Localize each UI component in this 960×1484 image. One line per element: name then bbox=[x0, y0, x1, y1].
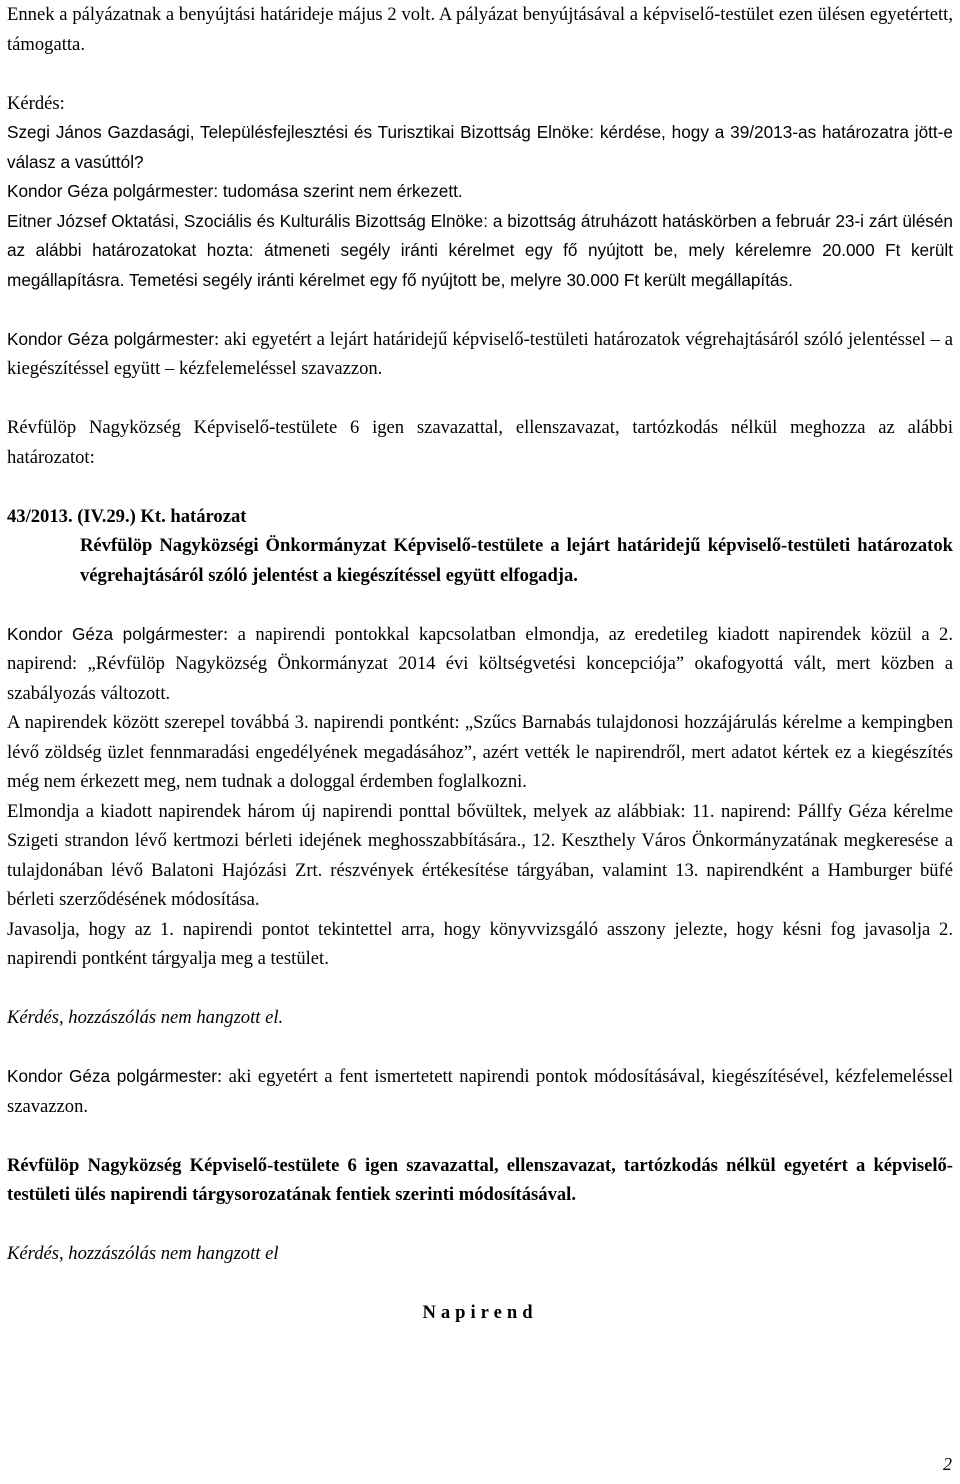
agenda-change-text: : a napirendi pontokkal kapcsolatban elmondja, az eredetileg kiadott napirendek közül a 2. napirend: „Révfülöp Nagyközség Önkormányzat 2014 évi költségvetési koncepciója” okafogyottá vált, mert közben a szabályozás változott. bbox=[7, 623, 953, 704]
answer-paragraph bbox=[7, 177, 953, 207]
proposal-text: : aki egyetért a lejárt határidejű képviselő-testületi határozatok végrehajtásáról szóló jelentéssel – a kiegészítéssel együtt – kézfelemeléssel szavazzon. bbox=[7, 328, 953, 379]
speaker-name: Szegi János Gazdasági, Településfejlesztési és Turisztikai Bizottság Elnöke bbox=[7, 122, 590, 142]
reorder-proposal-paragraph: Javasolja, hogy az 1. napirendi pontot tekintettel arra, hogy könyvvizsgáló asszony jelezte, hogy késni fog javasolja 2. napirendi pontként tárgyalja meg a testület. bbox=[7, 918, 953, 969]
no-questions-note: Kérdés, hozzászólás nem hangzott el. bbox=[7, 1007, 284, 1028]
resolution-number: 43/2013. (IV.29.) Kt. határozat bbox=[7, 505, 247, 527]
no-questions-note-2: Kérdés, hozzászólás nem hangzott el bbox=[7, 1243, 279, 1264]
speaker-name: Kondor Géza polgármester bbox=[7, 1066, 218, 1086]
question-label: Kérdés: bbox=[7, 92, 65, 114]
new-agenda-items-paragraph: Elmondja a kiadott napirendek három új napirendi ponttal bővültek, melyek az alábbiak: 11. napirend: Pállfy Géza kérelme Szigeti strandon lévő kertmozi bérleti idejének meghosszabbítására., 12. Keszthely Város Önkormányzatának megkeresése a tulajdonában lévő Balatoni Hajózási Zrt. részvények értékesítése tárgyában, valamint 13. napirendként a Hamburger büfé bérleti szerződésének módosítása. bbox=[7, 800, 953, 910]
speaker-name: Kondor Géza polgármester bbox=[7, 181, 214, 201]
vote-result-paragraph: Révfülöp Nagyközség Képviselő-testülete 6 igen szavazattal, ellenszavazat, tartózkodás nélkül meghozza az alábbi határozatot: bbox=[7, 417, 953, 468]
question-text: : kérdése, hogy a 39/2013-as határozatra jött-e válasz a vasúttól? bbox=[7, 122, 953, 172]
page-number: 2 bbox=[943, 1454, 952, 1474]
mayor-proposal-paragraph bbox=[7, 325, 953, 384]
speaker-name: Eitner József Oktatási, Szociális és Kulturális Bizottság Elnöke bbox=[7, 210, 484, 231]
question-paragraph bbox=[7, 118, 953, 177]
document-page bbox=[7, 0, 953, 1328]
agenda-item-3-paragraph: A napirendek között szerepel továbbá 3. napirendi pontként: „Szűcs Barnabás tulajdonosi hozzájárulás kérelme a kempingben lévő zöldség üzlet fennmaradási engedélyének megadásához”, azért vették le napirendről, mert adatot kértek ez a kiegészítés még nem érkezett meg, nem tudnak a dologgal érdemben foglalkozni. bbox=[7, 712, 953, 792]
speaker-name: Kondor Géza polgármester bbox=[7, 328, 214, 349]
speaker-name: Kondor Géza polgármester bbox=[7, 623, 223, 644]
committee-report-paragraph bbox=[7, 207, 953, 296]
agenda-change-paragraph bbox=[7, 620, 953, 709]
report-text: : a bizottság átruházott hatáskörben a február 23-i zárt ülésén az alábbi határozatokat hozta: átmeneti segély iránti kérelmet egy fő nyújtott be, mely kérelemre 20.000 Ft került megállapításra. Temetési segély iránti kérelmet egy fő nyújtott be, melyre 30.000 Ft került megállapítás. bbox=[7, 210, 953, 290]
intro-paragraph: Ennek a pályázatnak a benyújtási határideje május 2 volt. A pályázat benyújtásával a képviselő-testület ezen ülésen egyetértett, támogatta. bbox=[7, 4, 953, 55]
answer-text: : tudomása szerint nem érkezett. bbox=[213, 181, 463, 201]
vote-result-2-paragraph: Révfülöp Nagyközség Képviselő-testülete 6 igen szavazattal, ellenszavazat, tartózkodás nélkül egyetért a képviselő-testületi ülés napirendi tárgysorozatának fentiek szerinti módosításával. bbox=[7, 1154, 953, 1205]
vote-call-text: : aki egyetért a fent ismertetett napirendi pontok módosításával, kiegészítésével, kézfelemeléssel szavazzon. bbox=[7, 1066, 953, 1117]
mayor-vote-call-paragraph bbox=[7, 1062, 953, 1121]
agenda-heading: Napirend bbox=[422, 1302, 538, 1323]
resolution-text: Révfülöp Nagyközségi Önkormányzat Képviselő-testülete a lejárt határidejű képviselő-testületi határozatok végrehajtásáról szóló jelentést a kiegészítéssel együtt elfogadja. bbox=[80, 535, 953, 586]
